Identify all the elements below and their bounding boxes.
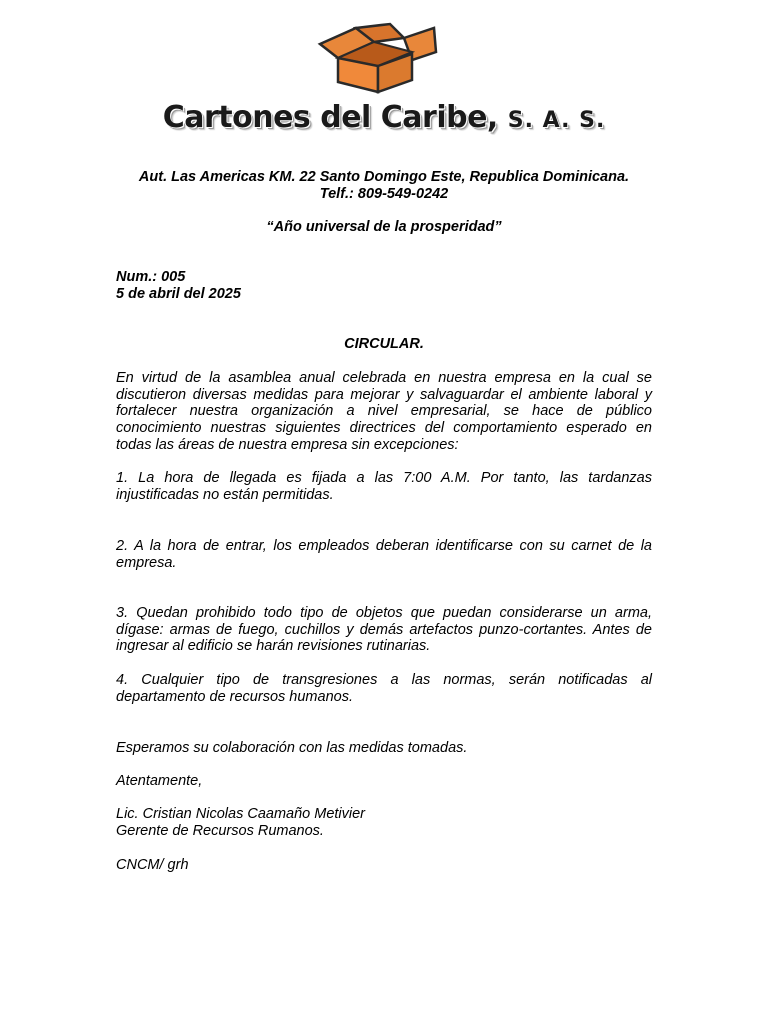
directive-item-4: 4. Cualquier tipo de transgresiones a las normas, serán notificadas al departamento de recursos humanos. [116,672,652,705]
company-name-suffix: S. A. S. [507,108,606,133]
company-phone: Telf.: 809-549-0242 [319,186,449,202]
closing-line: Esperamos su colaboración con las medidas tomadas. [116,740,468,756]
signatory-position: Gerente de Recursos Rumanos. [116,823,324,839]
company-name [0,100,768,135]
company-address: Aut. Las Americas KM. 22 Santo Domingo Este, Republica Dominicana. [138,169,630,185]
reference-initials: CNCM/ grh [116,857,189,873]
document-number: Num.: 005 [116,269,186,285]
directive-item-1: 1. La hora de llegada es fijada a las 7:00 A.M. Por tanto, las tardanzas injustificadas no están permitidas. [116,470,652,503]
directive-item-3: 3. Quedan prohibido todo tipo de objetos que puedan considerarse un arma, dígase: armas de fuego, cuchillos y demás artefactos punzo-cortantes. Antes de ingresar al edificio se harán revisiones rutinarias. [116,605,652,655]
company-name-main: Cartones del Caribe, [162,100,498,135]
document-date: 5 de abril del 2025 [116,286,241,302]
document-title: CIRCULAR. [344,336,424,352]
motto: “Año universal de la prosperidad” [266,219,502,235]
intro-paragraph: En virtud de la asamblea anual celebrada en nuestra empresa en la cual se discutieron diversas medidas para mejorar y salvaguardar el ambiente laboral y fortalecer nuestra organización a nivel empresarial, se hace de público conocimiento nuestras siguientes directrices del comportamiento esperado en todas las áreas de nuestra empresa sin excepciones: [116,370,652,453]
salutation: Atentamente, [116,773,203,789]
signatory-name: Lic. Cristian Nicolas Caamaño Metivier [116,806,365,822]
directive-item-2: 2. A la hora de entrar, los empleados deberan identificarse con su carnet de la empresa. [116,538,652,571]
cardboard-box-icon [316,22,440,94]
company-logo [0,22,768,134]
